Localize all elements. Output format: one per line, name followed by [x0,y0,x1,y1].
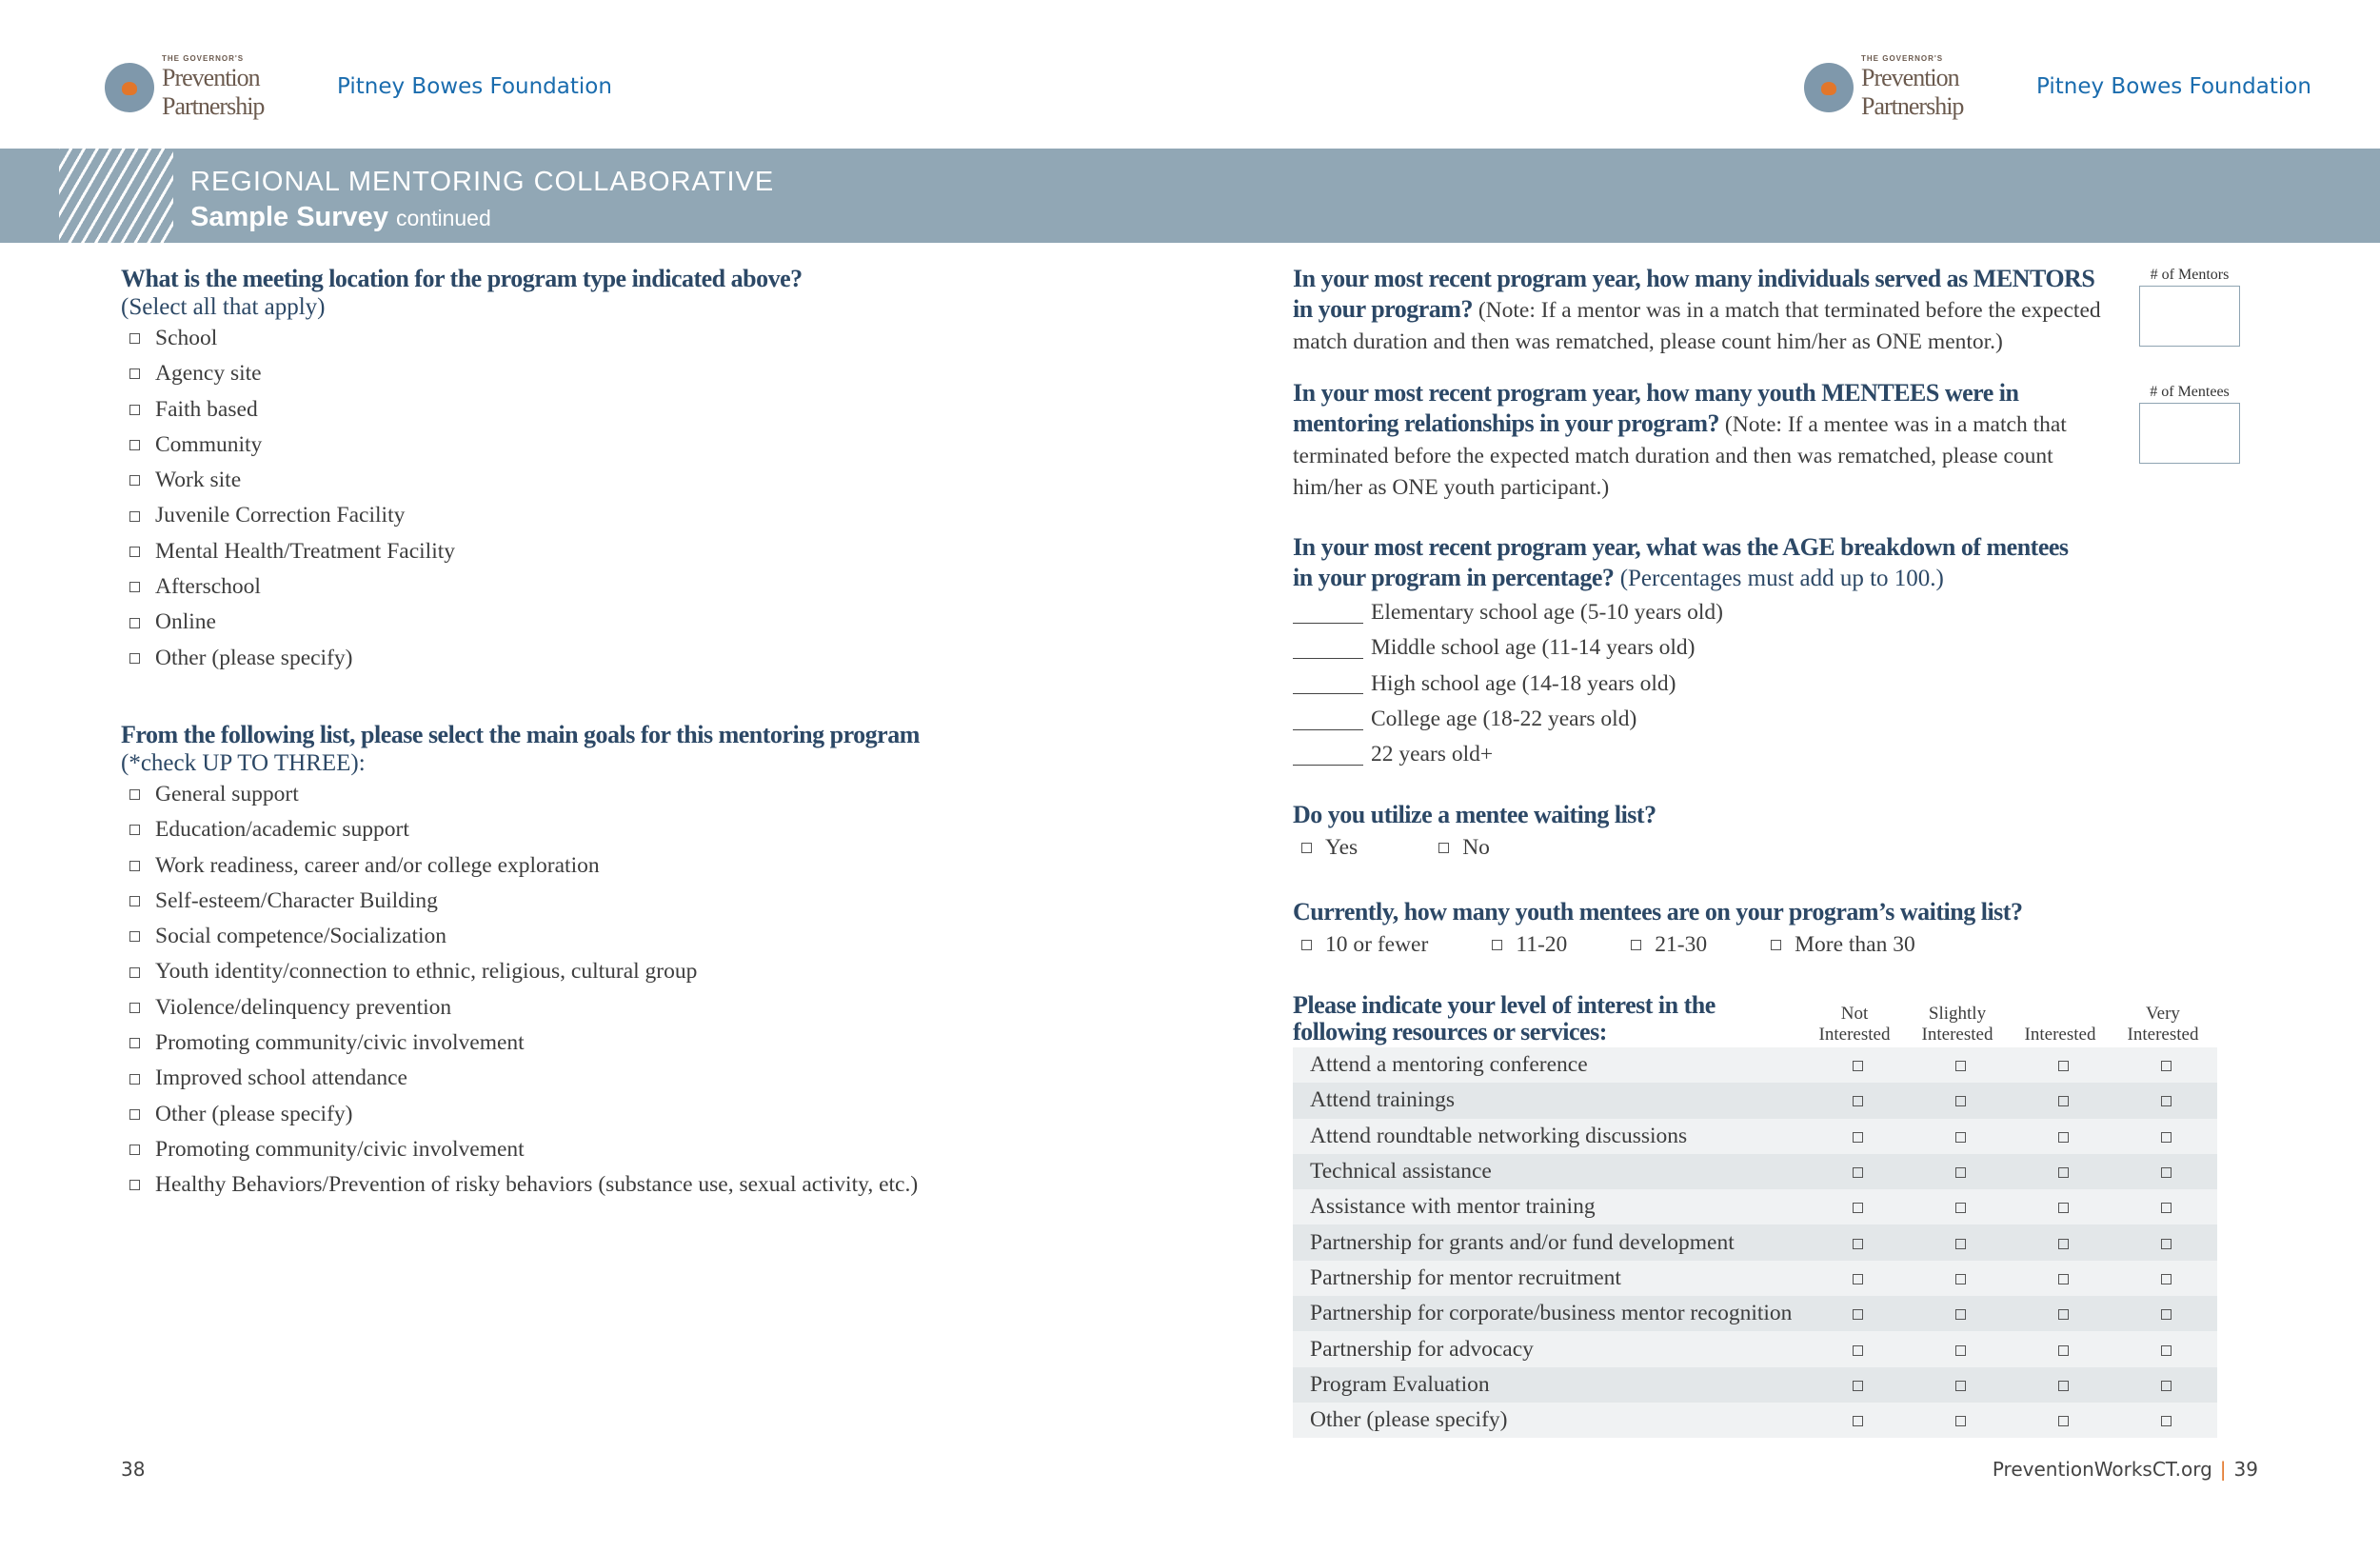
question-title: What is the meeting location for the program type indicated above? [121,265,803,292]
option-item[interactable] [121,356,1168,391]
option-item[interactable] [1293,595,2069,630]
option-item[interactable] [121,534,1168,569]
checkbox[interactable] [129,1074,140,1085]
table-row [1293,1331,2217,1366]
rating-cell [1909,1154,2012,1189]
location-options [121,321,1168,676]
checkbox[interactable] [129,861,140,871]
option-item[interactable] [121,919,1168,954]
row-label: Assistance with mentor training [1293,1189,1806,1224]
prevention-partnership-logo-right [1804,53,1963,121]
checkbox[interactable] [129,1038,140,1048]
checkbox[interactable] [129,967,140,978]
rating-cell [2114,1367,2217,1403]
rating-cell [2114,1403,2217,1438]
column-header-line1: Not [1840,1004,1869,1024]
checkbox[interactable] [129,1003,140,1013]
row-label: Program Evaluation [1293,1367,1806,1403]
rating-cell [1806,1261,1909,1296]
rating-cell [2012,1224,2114,1260]
table-row [1293,1261,2217,1296]
rating-cell [1806,1083,1909,1118]
banner-title: REGIONAL MENTORING COLLABORATIVE [190,167,775,197]
rating-checkbox[interactable] [2058,1203,2069,1213]
column-header [2009,1004,2112,1045]
rating-checkbox[interactable] [2161,1239,2172,1249]
table-row [1293,1296,2217,1331]
rating-cell [1806,1296,1909,1331]
option-label: Middle school age (11-14 years old) [1371,635,1696,661]
rating-checkbox[interactable] [1955,1274,1966,1284]
rating-checkbox[interactable] [2058,1381,2069,1391]
option-label: Work site [155,468,242,493]
mentees-count-input[interactable] [2139,403,2240,464]
percentage-blank[interactable] [1293,603,1363,624]
option-item[interactable] [121,605,1168,640]
option-item[interactable] [121,954,1168,989]
table-column-headers [1803,1004,2214,1045]
rating-checkbox[interactable] [1955,1239,1966,1249]
count-options [1293,927,2022,963]
question-waiting-list [1293,800,1656,866]
question-note: (Note: If a mentee was in a match that [1719,412,2067,437]
question-title: In your most recent program year, what was the AGE breakdown of mentees [1293,533,2069,561]
option-label: High school age (14-18 years old) [1371,670,1676,696]
column-header [2112,1004,2214,1045]
rating-checkbox[interactable] [2161,1381,2172,1391]
rating-cell [1909,1367,2012,1403]
option-item[interactable] [121,641,1168,676]
rating-checkbox[interactable] [2161,1132,2172,1143]
row-label: Technical assistance [1293,1154,1806,1189]
option-label: Online [155,609,216,635]
rating-cell [1806,1224,1909,1260]
question-title-2: mentoring relationships in your program? [1293,409,1720,437]
table-row [1293,1154,2217,1189]
option-item[interactable] [121,1132,1168,1167]
interest-table [1293,1047,2217,1438]
rating-checkbox[interactable] [2161,1345,2172,1356]
rating-cell [1909,1331,2012,1366]
rating-checkbox[interactable] [1853,1345,1863,1356]
row-label: Attend a mentoring conference [1293,1047,1806,1083]
option-item[interactable] [1293,630,2069,666]
rating-cell [1909,1189,2012,1224]
question-note-2: match duration and then was rematched, please count him/her as ONE mentor.) [1293,329,2003,354]
rating-checkbox[interactable] [2058,1239,2069,1249]
rating-checkbox[interactable] [1853,1167,1863,1178]
logo-text-1: Prevention [1861,64,1959,91]
row-label: Partnership for advocacy [1293,1331,1806,1366]
column-header-line1: Slightly [1928,1004,1987,1024]
sponsor-left: Pitney Bowes Foundation [337,74,612,99]
rating-checkbox[interactable] [1853,1061,1863,1071]
rating-cell [2114,1261,2217,1296]
question-title-2: in your program? [1293,295,1473,323]
option-item[interactable] [1483,932,1567,958]
row-label: Partnership for mentor recruitment [1293,1261,1806,1296]
page-number-left: 38 [121,1458,146,1481]
option-label: Community [155,431,263,457]
rating-checkbox[interactable] [1955,1416,1966,1426]
option-label: Faith based [155,396,258,422]
question-note-2: terminated before the expected match duration and then was rematched, please count [1293,444,2053,468]
option-item[interactable] [121,1025,1168,1061]
rating-cell [1909,1296,2012,1331]
rating-checkbox[interactable] [2058,1132,2069,1143]
rating-checkbox[interactable] [2058,1061,2069,1071]
row-label: Partnership for grants and/or fund development [1293,1224,1806,1260]
option-label: Improved school attendance [155,1065,407,1091]
checkbox[interactable] [129,511,140,522]
rating-cell [2012,1047,2114,1083]
option-item[interactable] [121,569,1168,605]
option-item[interactable] [1762,932,1915,958]
checkbox[interactable] [129,789,140,800]
checkbox[interactable] [129,440,140,450]
option-item[interactable] [1430,835,1490,861]
question-title: In your most recent program year, how many individuals served as MENTORS [1293,265,2095,292]
column-header-line1: Very [2146,1004,2180,1024]
question-title: Currently, how many youth mentees are on your program’s waiting list? [1293,898,2023,926]
row-label: Partnership for corporate/business mentor recognition [1293,1296,1806,1331]
rating-checkbox[interactable] [1853,1203,1863,1213]
checkbox[interactable] [129,1109,140,1120]
question-title: Do you utilize a mentee waiting list? [1293,801,1656,828]
rating-checkbox[interactable] [1955,1132,1966,1143]
option-item[interactable] [1622,932,1707,958]
rating-cell [2114,1189,2217,1224]
rating-checkbox[interactable] [2161,1416,2172,1426]
option-label: Self-esteem/Character Building [155,887,438,913]
rating-checkbox[interactable] [2161,1309,2172,1320]
option-label: Agency site [155,361,262,387]
column-header-line2: Interested [2024,1025,2096,1045]
table-title-2: following resources or services: [1293,1018,1607,1045]
rating-cell [2114,1296,2217,1331]
checkbox[interactable] [1631,940,1641,950]
rating-cell [2114,1047,2217,1083]
option-label: Afterschool [155,574,261,600]
rating-checkbox[interactable] [1955,1345,1966,1356]
option-item[interactable] [121,392,1168,428]
column-header-line2: Interested [2127,1025,2199,1045]
logo-text-2: Partnership [162,92,265,120]
rating-checkbox[interactable] [2058,1416,2069,1426]
rating-checkbox[interactable] [1853,1132,1863,1143]
option-label: Other (please specify) [155,645,353,670]
rating-checkbox[interactable] [1955,1061,1966,1071]
rating-checkbox[interactable] [1955,1167,1966,1178]
checkbox[interactable] [1438,843,1449,853]
question-mentees [1293,378,2067,504]
checkbox[interactable] [129,1145,140,1155]
rating-cell [2114,1119,2217,1154]
option-item[interactable] [121,1061,1168,1096]
option-label: 10 or fewer [1325,932,1429,957]
age-options [1293,595,2069,772]
checkbox[interactable] [129,896,140,906]
rating-checkbox[interactable] [1853,1416,1863,1426]
question-age-breakdown [1293,532,2069,772]
row-label: Attend roundtable networking discussions [1293,1119,1806,1154]
mentors-count-input[interactable] [2139,286,2240,347]
option-label: 11-20 [1516,932,1568,957]
table-row [1293,1224,2217,1260]
option-label: General support [155,782,299,806]
rating-cell [1806,1189,1909,1224]
checkbox[interactable] [129,1180,140,1190]
rating-cell [2012,1261,2114,1296]
table-row [1293,1083,2217,1118]
logo-small-text: THE GOVERNOR'S [1861,54,1944,63]
logo-text-2: Partnership [1861,92,1964,120]
checkbox[interactable] [129,618,140,628]
column-header [1906,1004,2009,1045]
rating-cell [2012,1331,2114,1366]
rating-cell [1909,1224,2012,1260]
rating-cell [2012,1296,2114,1331]
column-header-line2: Interested [1921,1025,1993,1045]
rating-cell [2012,1154,2114,1189]
rating-cell [1909,1083,2012,1118]
rating-cell [1806,1154,1909,1189]
question-title-2: in your program in percentage? [1293,564,1615,591]
percentage-blank[interactable] [1293,745,1363,766]
checkbox[interactable] [1492,940,1502,950]
rating-cell [1806,1367,1909,1403]
question-waiting-count [1293,897,2022,963]
option-label: Promoting community/civic involvement [155,1136,525,1162]
option-item[interactable] [1293,932,1428,958]
option-label: Education/academic support [155,817,409,843]
table-row [1293,1367,2217,1403]
table-row [1293,1189,2217,1224]
option-label: Healthy Behaviors/Prevention of risky behaviors (substance use, sexual activity, etc.) [155,1172,919,1198]
rating-cell [2114,1331,2217,1366]
banner-stripes [59,149,173,243]
checkbox[interactable] [129,825,140,835]
question-note: (*check UP TO THREE): [121,750,366,776]
rating-cell [2012,1367,2114,1403]
checkbox[interactable] [1301,843,1312,853]
percentage-blank[interactable] [1293,673,1363,694]
option-label: Mental Health/Treatment Facility [155,538,456,564]
footer-right: PreventionWorksCT.org | 39 [1992,1458,2258,1481]
option-item[interactable] [1293,667,2069,702]
option-label: School [155,326,218,350]
banner-subtitle [190,200,491,235]
option-item[interactable] [121,990,1168,1025]
option-label: More than 30 [1795,932,1915,957]
question-main-goals [121,720,1168,1204]
page-number-right: 39 [2233,1458,2258,1481]
question-note: (Note: If a mentor was in a match that terminated before the expected [1472,298,2101,323]
rating-checkbox[interactable] [2161,1167,2172,1178]
rating-cell [2012,1403,2114,1438]
option-label: 22 years old+ [1371,742,1494,767]
column-header-line2: Interested [1818,1025,1891,1045]
table-row [1293,1047,2217,1083]
rating-checkbox[interactable] [1853,1274,1863,1284]
goal-options [121,777,1168,1204]
option-item[interactable] [1293,835,1358,861]
option-label: Violence/delinquency prevention [155,994,452,1020]
waiting-options [1293,830,1656,866]
question-note: (Select all that apply) [121,294,326,320]
column-header [1803,1004,1906,1045]
option-item[interactable] [121,428,1168,463]
rating-cell [2114,1224,2217,1260]
question-note: (Percentages must add up to 100.) [1614,566,1944,591]
subtitle: Sample Survey [190,202,388,232]
rating-cell [2012,1189,2114,1224]
rating-cell [1806,1119,1909,1154]
checkbox[interactable] [129,582,140,592]
rating-checkbox[interactable] [2058,1345,2069,1356]
rating-cell [1806,1331,1909,1366]
rating-cell [2114,1154,2217,1189]
option-label: Yes [1325,835,1359,860]
option-label: College age (18-22 years old) [1371,706,1637,731]
percentage-blank[interactable] [1293,709,1363,730]
option-item[interactable] [121,1097,1168,1132]
rating-cell [1909,1047,2012,1083]
table-row [1293,1403,2217,1438]
checkbox[interactable] [129,333,140,344]
rating-checkbox[interactable] [1955,1203,1966,1213]
rating-cell [1909,1403,2012,1438]
rating-checkbox[interactable] [2058,1309,2069,1320]
option-item[interactable] [121,498,1168,533]
logo-emblem-icon [105,63,154,112]
rating-cell [1806,1403,1909,1438]
rating-cell [1909,1261,2012,1296]
question-title: From the following list, please select the main goals for this mentoring program [121,721,920,748]
option-label: Social competence/Socialization [155,924,447,949]
logo-text-1: Prevention [162,64,260,91]
option-label: Work readiness, career and/or college exploration [155,852,600,878]
rating-checkbox[interactable] [1955,1381,1966,1391]
option-item[interactable] [121,321,1168,356]
checkbox[interactable] [129,475,140,486]
question-note-3: him/her as ONE youth participant.) [1293,475,1610,500]
option-label: Juvenile Correction Facility [155,503,406,528]
rating-checkbox[interactable] [2058,1274,2069,1284]
rating-checkbox[interactable] [2161,1203,2172,1213]
option-label: Youth identity/connection to ethnic, religious, cultural group [155,959,698,985]
question-title: In your most recent program year, how many youth MENTEES were in [1293,379,2019,407]
rating-cell [1806,1047,1909,1083]
option-item[interactable] [121,812,1168,847]
checkbox[interactable] [1301,940,1312,950]
sponsor-right: Pitney Bowes Foundation [2036,74,2311,99]
option-item[interactable] [121,1167,1168,1203]
option-item[interactable] [121,777,1168,812]
rating-checkbox[interactable] [1853,1309,1863,1320]
subtitle-suffix: continued [396,206,491,230]
footer-site[interactable]: PreventionWorksCT.org [1992,1458,2212,1481]
rating-cell [2012,1119,2114,1154]
rating-checkbox[interactable] [2161,1274,2172,1284]
option-item[interactable] [121,848,1168,884]
question-mentors [1293,264,2101,358]
rating-checkbox[interactable] [1853,1239,1863,1249]
rating-checkbox[interactable] [1955,1309,1966,1320]
percentage-blank[interactable] [1293,638,1363,659]
mentors-box-label: # of Mentors [2150,267,2230,283]
rating-cell [1909,1119,2012,1154]
option-label: No [1462,835,1490,860]
table-row [1293,1119,2217,1154]
rating-checkbox[interactable] [1955,1096,1966,1106]
table-title: Please indicate your level of interest in the [1293,991,1716,1019]
rating-cell [2012,1083,2114,1118]
checkbox[interactable] [129,653,140,664]
option-label: Other (please specify) [155,1101,353,1126]
prevention-partnership-logo-left [105,53,264,121]
rating-cell [2114,1083,2217,1118]
checkbox[interactable] [129,547,140,557]
row-label: Other (please specify) [1293,1403,1806,1438]
option-label: Promoting community/civic involvement [155,1030,525,1056]
row-label: Attend trainings [1293,1083,1806,1118]
checkbox[interactable] [129,931,140,942]
logo-emblem-icon [1804,63,1854,112]
option-item[interactable] [121,463,1168,498]
option-item[interactable] [1293,702,2069,737]
interest-table-section [1293,986,2217,1438]
option-label: 21-30 [1655,932,1708,957]
rating-checkbox[interactable] [1853,1096,1863,1106]
option-item[interactable] [1293,737,2069,772]
checkbox[interactable] [129,405,140,415]
rating-checkbox[interactable] [2161,1096,2172,1106]
checkbox[interactable] [129,368,140,379]
checkbox[interactable] [1771,940,1781,950]
option-label: Elementary school age (5-10 years old) [1371,600,1723,625]
rating-checkbox[interactable] [2058,1167,2069,1178]
rating-checkbox[interactable] [2161,1061,2172,1071]
mentees-box-label: # of Mentees [2150,384,2230,400]
question-meeting-location [121,264,1168,676]
option-item[interactable] [121,884,1168,919]
rating-checkbox[interactable] [1853,1381,1863,1391]
rating-checkbox[interactable] [2058,1096,2069,1106]
logo-small-text: THE GOVERNOR'S [162,54,245,63]
